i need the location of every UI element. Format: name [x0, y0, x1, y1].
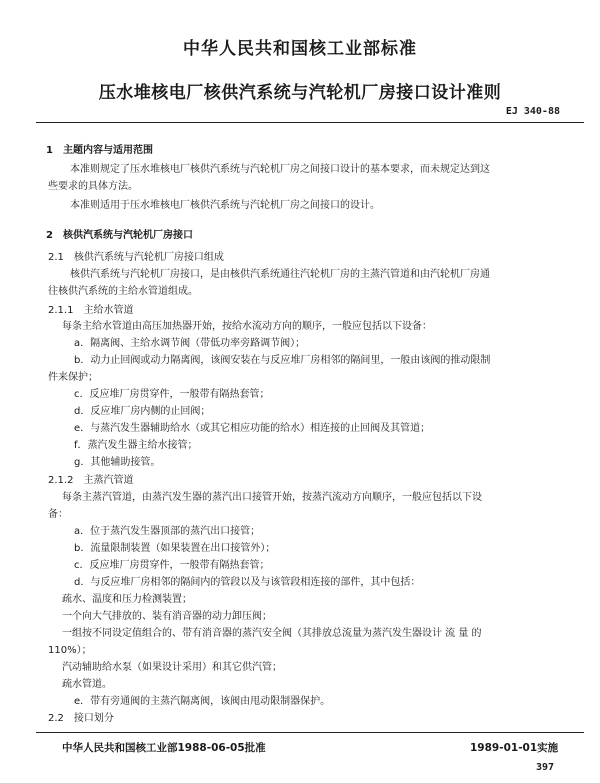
- list-item: e．带有旁通阀的主蒸汽隔离阀，该阀由甩动限制器保护。: [74, 696, 331, 707]
- list-item: d．与反应堆厂房相邻的隔间内的管段以及与该管段相连接的部件，其中包括：: [74, 577, 421, 588]
- list-item: 一个向大气排放的、装有消音器的动力卸压阀；: [62, 611, 272, 622]
- list-item: a．位于蒸汽发生器顶部的蒸汽出口接管；: [74, 526, 261, 537]
- section-2-1-1-intro: 每条主给水管道由高压加热器开始，按给水流动方向的顺序，一般应包括以下设备：: [62, 321, 432, 332]
- approval-date: 中华人民共和国核工业部1988-06-05批准: [62, 742, 266, 754]
- section-1-heading: 1 主题内容与适用范围: [46, 145, 153, 156]
- section-2-1-1-heading: 2.1.1 主给水管道: [48, 305, 134, 316]
- section-2-1-2-intro-line-1: 每条主蒸汽管道，由蒸汽发生器的蒸汽出口接管开始，按蒸汽流动方向顺序，一般应包括以下设: [62, 492, 482, 503]
- section-2-1-heading: 2.1 核供汽系统与汽轮机厂房接口组成: [48, 252, 224, 263]
- list-item: c．反应堆厂房贯穿件，一般带有隔热套管；: [74, 389, 270, 400]
- list-item: 件来保护；: [48, 372, 98, 383]
- document-number: EJ 340-88: [505, 106, 560, 117]
- section-2-2-heading: 2.2 接口划分: [48, 713, 114, 724]
- list-item: 疏水管道。: [62, 679, 112, 690]
- issuing-organization: 中华人民共和国核工业部标准: [183, 39, 417, 59]
- header-divider: [36, 122, 584, 123]
- list-item: e．与蒸汽发生器辅助给水（或其它相应功能的给水）相连接的止回阀及其管道；: [74, 423, 431, 434]
- list-item: 110%）；: [48, 645, 92, 656]
- section-2-1-2-heading: 2.1.2 主蒸汽管道: [48, 475, 134, 486]
- section-1-para-1-line-2: 些要求的具体方法。: [48, 181, 138, 192]
- section-2-1-line-1: 核供汽系统与汽轮机厂房接口，是由核供汽系统通往汽轮机厂房的主蒸汽管道和由汽轮机厂房通: [70, 269, 490, 280]
- list-item: b．动力止回阀或动力隔离阀，该阀安装在与反应堆厂房相邻的隔间里，一般由该阀的推动限制: [74, 355, 491, 366]
- list-item: 汽动辅助给水泵（如果设计采用）和其它供汽管；: [62, 662, 282, 673]
- section-1-para-2: 本准则适用于压水堆核电厂核供汽系统与汽轮机厂房之间接口的设计。: [70, 200, 380, 211]
- document-title: 压水堆核电厂核供汽系统与汽轮机厂房接口设计准则: [98, 83, 502, 103]
- section-2-1-2-intro-line-2: 备：: [48, 509, 68, 520]
- section-2-1-line-2: 往核供汽系统的主给水管道组成。: [48, 286, 198, 297]
- list-item: 一组按不同设定值组合的、带有消音器的蒸汽安全阀（其排放总流量为蒸汽发生器设计 流 量 的: [62, 628, 482, 639]
- footer-divider: [36, 732, 584, 733]
- list-item: 疏水、温度和压力检测装置；: [62, 594, 192, 605]
- list-item: d．反应堆厂房内侧的止回阀；: [74, 406, 211, 417]
- list-item: b．流量限制装置（如果装置在出口接管外）；: [74, 543, 276, 554]
- page-number: 397: [536, 762, 555, 773]
- list-item: a．隔离阀、主给水调节阀（带低功率旁路调节阀）；: [74, 338, 306, 349]
- list-item: c．反应堆厂房贯穿件，一般带有隔热套管；: [74, 560, 270, 571]
- section-2-heading: 2 核供汽系统与汽轮机厂房接口: [46, 230, 193, 241]
- list-item: f．蒸汽发生器主给水接管；: [74, 440, 198, 451]
- list-item: g．其他辅助接管。: [74, 457, 161, 468]
- implementation-date: 1989-01-01实施: [470, 742, 559, 754]
- section-1-para-1-line-1: 本准则规定了压水堆核电厂核供汽系统与汽轮机厂房之间接口设计的基本要求，而未规定达到这: [70, 164, 490, 175]
